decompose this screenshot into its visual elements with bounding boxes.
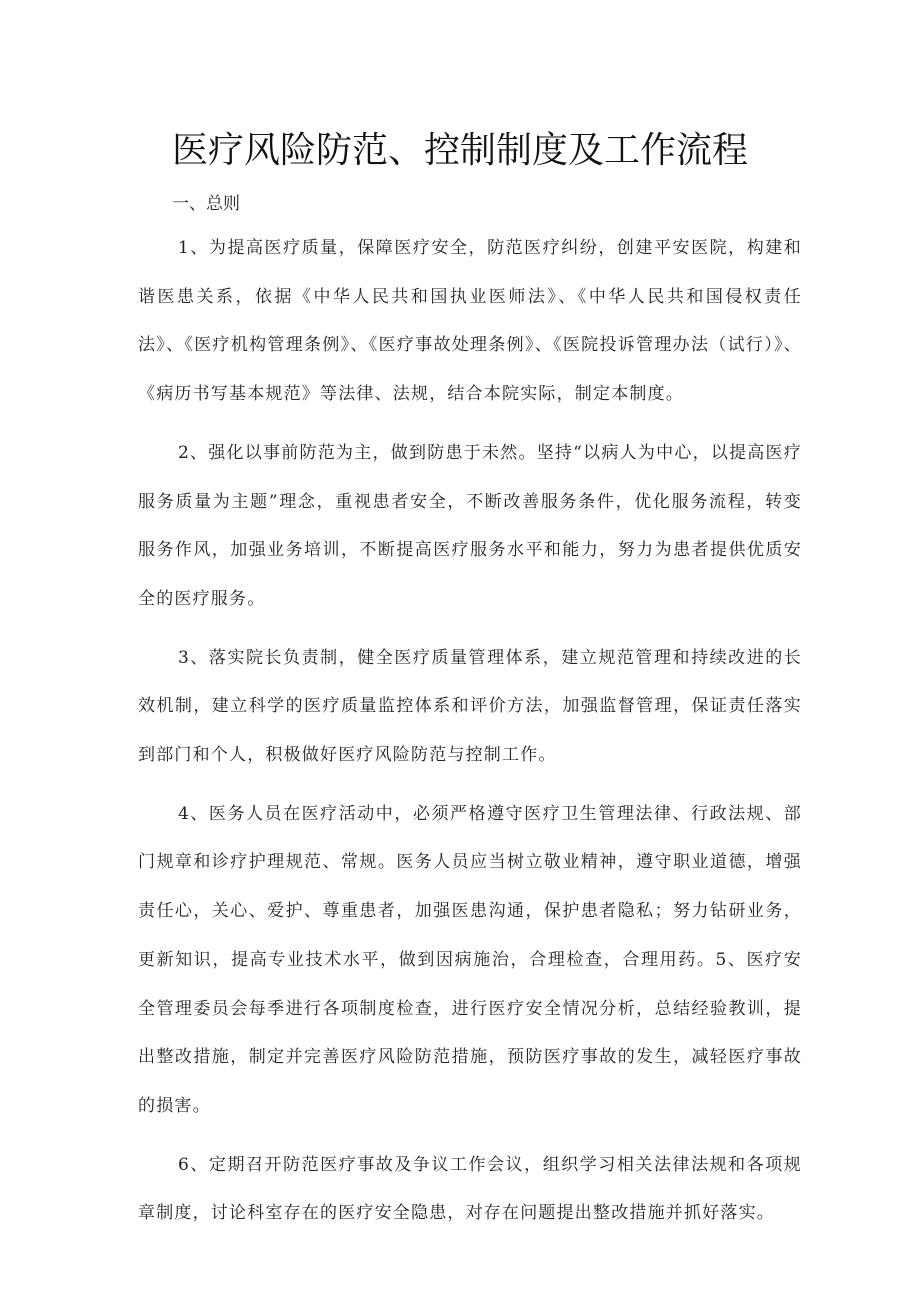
paragraph-4: 4、医务人员在医疗活动中，必须严格遵守医疗卫生管理法律、行政法规、部门规章和诊疗护理规范、常规。医务人员应当树立敬业精神，遵守职业道德，增强责任心，关心、爱护、尊重患者，加强医患沟通，保护患者隐私；努力钻研业务，更新知识，提高专业技术水平，做到因病施治，合理检查，合理用药。5、医疗安全管理委员会每季进行各项制度检查，进行医疗安全情况分析，总结经验教训，提出整改措施，制定并完善医疗风险防范措施，预防医疗事故的发生，减轻医疗事故的损害。 <box>138 803 802 1116</box>
document-title: 医疗风险防范、控制制度及工作流程 <box>171 130 748 171</box>
paragraph-1: 1、为提高医疗质量，保障医疗安全，防范医疗纠纷，创建平安医院，构建和谐医患关系，依据《中华人民共和国执业医师法》、《中华人民共和国侵权责任法》、《医疗机构管理条例》、《医疗事故处理条例》、《医院投诉管理办法（试行）》、《病历书写基本规范》等法律、法规，结合本院实际，制定本制度。 <box>138 238 802 405</box>
paragraph-3: 3、落实院长负责制，健全医疗质量管理体系，建立规范管理和持续改进的长效机制，建立科学的医疗质量监控体系和评价方法，加强监督管理，保证责任落实到部门和个人，积极做好医疗风险防范与控制工作。 <box>138 647 802 766</box>
document-body <box>138 224 802 1238</box>
paragraph-6: 6、定期召开防范医疗事故及争议工作会议，组织学习相关法律法规和各项规章制度，讨论科室存在的医疗安全隐患，对存在问题提出整改措施并抓好落实。 <box>138 1154 802 1224</box>
paragraph-2: 2、强化以事前防范为主，做到防患于未然。坚持“以病人为中心，以提高医疗服务质量为主题”理念，重视患者安全，不断改善服务条件，优化服务流程，转变服务作风，加强业务培训，不断提高医疗服务水平和能力，努力为患者提供优质安全的医疗服务。 <box>138 442 802 609</box>
section-heading: 一、总则 <box>172 194 240 214</box>
